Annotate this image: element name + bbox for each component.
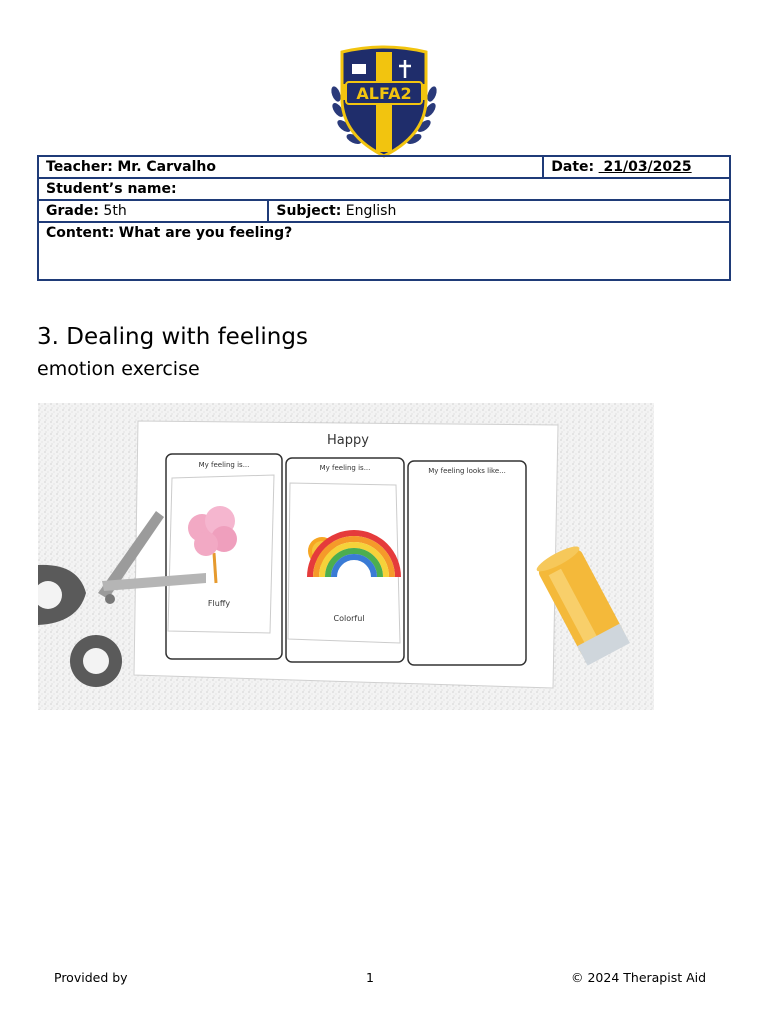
date-label: Date: (551, 159, 595, 175)
grade-cell (38, 200, 268, 222)
subject-label: Subject: (276, 203, 342, 219)
content-cell (38, 222, 730, 280)
date-cell (543, 156, 730, 178)
logo-text: ALFA2 (356, 84, 412, 103)
section-subtitle: emotion exercise (37, 358, 200, 380)
panel-1-prompt: My feeling is... (198, 461, 250, 469)
grade-value: 5th (103, 203, 127, 219)
content-label: Content: (46, 225, 115, 241)
cotton-candy-icon (214, 553, 216, 583)
panel-2-prompt: My feeling is... (319, 464, 371, 472)
content-value: What are you feeling? (118, 225, 293, 241)
teacher-cell (38, 156, 543, 178)
student-name-label: Student’s name: (46, 181, 177, 197)
subject-cell (268, 200, 730, 222)
info-table (37, 155, 731, 281)
school-logo (328, 44, 440, 158)
panel-2-answer: Colorful (333, 614, 365, 623)
panel-1-answer: Fluffy (207, 599, 231, 608)
footer-copyright: © 2024 Therapist Aid (571, 970, 707, 985)
student-name-field[interactable] (38, 178, 730, 200)
teacher-label: Teacher: (46, 159, 113, 175)
emotion-worksheet-image (38, 403, 654, 710)
page-number: 1 (366, 970, 374, 985)
panel-3-prompt: My feeling looks like... (428, 467, 506, 475)
teacher-value: Mr. Carvalho (117, 159, 216, 175)
subject-value: English (345, 203, 397, 219)
date-value: 21/03/2025 (598, 159, 692, 175)
section-title: 3. Dealing with feelings (37, 324, 308, 350)
footer-provider: Provided by (54, 970, 128, 985)
grade-label: Grade: (46, 203, 99, 219)
worksheet-heading: Happy (327, 433, 369, 448)
